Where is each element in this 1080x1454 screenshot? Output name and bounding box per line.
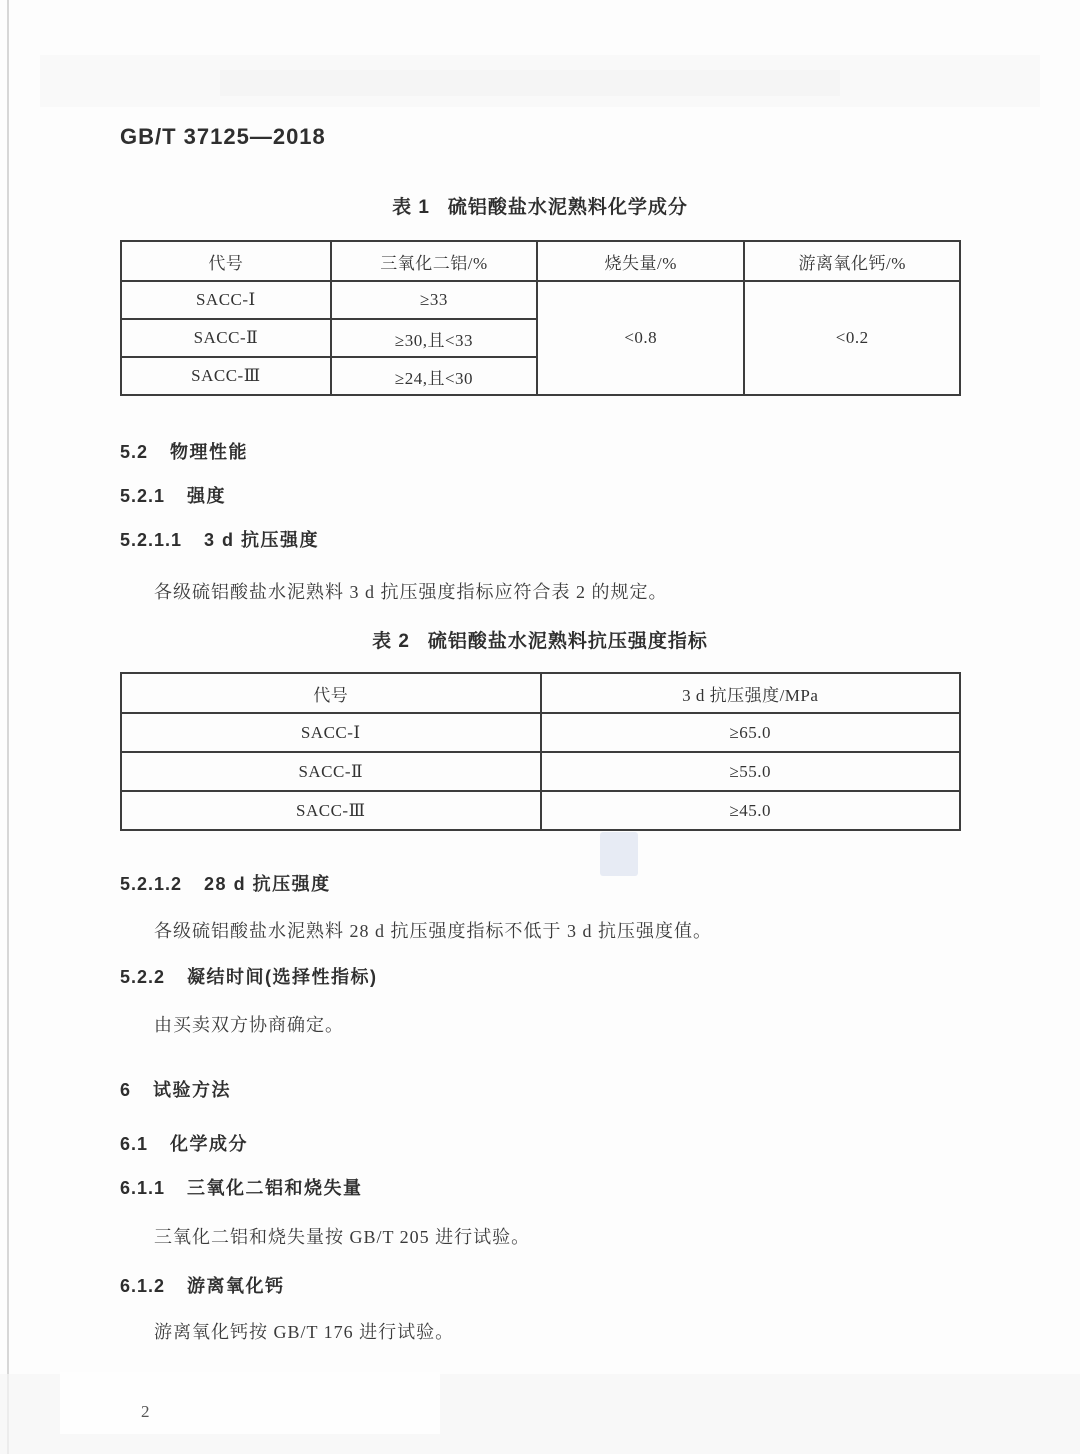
section-number: 6.1.2	[120, 1276, 166, 1296]
table2-cell-strength: ≥45.0	[541, 791, 961, 830]
table1-cell-al2o3: ≥33	[331, 281, 537, 319]
table-row	[121, 713, 960, 752]
table1-header-code: 代号	[121, 241, 331, 281]
section-title: 28 d 抗压强度	[204, 874, 331, 894]
table1-cell-code: SACC-Ⅱ	[121, 319, 331, 357]
table1-caption-text: 硫铝酸盐水泥熟料化学成分	[447, 197, 688, 218]
table1-cell-al2o3: ≥30,且<33	[331, 319, 537, 357]
section-number: 6	[120, 1080, 132, 1100]
table1-caption-label: 表 1	[392, 197, 430, 218]
section-heading-5-2-1-2	[120, 870, 331, 896]
section-title: 凝结时间(选择性指标)	[187, 967, 378, 987]
table1-header-free-cao: 游离氧化钙/%	[744, 241, 960, 281]
table-row	[121, 791, 960, 830]
paragraph-free-cao-test: 游离氧化钙按 GB/T 176 进行试验。	[154, 1322, 455, 1342]
section-title: 物理性能	[170, 442, 249, 462]
section-title: 3 d 抗压强度	[204, 530, 320, 550]
table2-caption-label: 表 2	[372, 631, 410, 652]
section-heading-6	[120, 1076, 231, 1102]
table2-header-strength: 3 d 抗压强度/MPa	[541, 673, 961, 713]
section-number: 5.2.2	[120, 967, 166, 987]
scan-noise-band	[220, 70, 840, 96]
table-row	[121, 281, 960, 319]
section-title: 强度	[187, 486, 227, 506]
table2-header-code: 代号	[121, 673, 541, 713]
section-number: 5.2.1	[120, 486, 166, 506]
table1-cell-code: SACC-Ⅰ	[121, 281, 331, 319]
table2-cell-code: SACC-Ⅲ	[121, 791, 541, 830]
table2-cell-code: SACC-Ⅰ	[121, 713, 541, 752]
page-number: 2	[141, 1402, 150, 1421]
section-title: 化学成分	[170, 1134, 249, 1154]
paragraph-setting-time: 由买卖双方协商确定。	[154, 1015, 344, 1035]
table2-cell-strength: ≥65.0	[541, 713, 961, 752]
section-number: 6.1.1	[120, 1178, 166, 1198]
paragraph-3d-strength: 各级硫铝酸盐水泥熟料 3 d 抗压强度指标应符合表 2 的规定。	[154, 582, 668, 602]
table2-cell-code: SACC-Ⅱ	[121, 752, 541, 791]
table1-caption	[0, 192, 1080, 219]
section-heading-6-1-2	[120, 1272, 285, 1298]
section-heading-5-2-1	[120, 482, 226, 508]
table2-caption-text: 硫铝酸盐水泥熟料抗压强度指标	[427, 631, 708, 652]
table1-cell-free-cao-merged: <0.2	[744, 281, 960, 395]
table1-header-al2o3: 三氧化二铝/%	[331, 241, 537, 281]
section-number: 5.2.1.1	[120, 530, 183, 550]
table-header-row	[121, 241, 960, 281]
table2-caption	[0, 626, 1080, 653]
section-heading-5-2-1-1	[120, 526, 319, 552]
section-title: 游离氧化钙	[187, 1276, 285, 1296]
scan-noise-patch	[60, 1372, 440, 1434]
section-heading-5-2-2	[120, 963, 378, 989]
paragraph-28d-strength: 各级硫铝酸盐水泥熟料 28 d 抗压强度指标不低于 3 d 抗压强度值。	[154, 921, 712, 941]
section-heading-5-2	[120, 438, 248, 464]
table1-cell-loss-merged: <0.8	[537, 281, 744, 395]
section-heading-6-1	[120, 1130, 248, 1156]
standard-code: GB/T 37125—2018	[120, 124, 326, 149]
paragraph-al2o3-test: 三氧化二铝和烧失量按 GB/T 205 进行试验。	[154, 1227, 531, 1247]
table2-cell-strength: ≥55.0	[541, 752, 961, 791]
table2-compressive-strength	[120, 672, 961, 831]
section-title: 三氧化二铝和烧失量	[187, 1178, 363, 1198]
section-number: 5.2.1.2	[120, 874, 183, 894]
table1-header-loss: 烧失量/%	[537, 241, 744, 281]
section-number: 5.2	[120, 442, 149, 462]
section-heading-6-1-1	[120, 1174, 363, 1200]
section-number: 6.1	[120, 1134, 149, 1154]
scan-watermark-mark	[600, 832, 638, 876]
table1-cell-code: SACC-Ⅲ	[121, 357, 331, 395]
table-row	[121, 752, 960, 791]
table1-chemical-composition	[120, 240, 961, 396]
section-title: 试验方法	[153, 1080, 232, 1100]
table1-cell-al2o3: ≥24,且<30	[331, 357, 537, 395]
table-header-row	[121, 673, 960, 713]
